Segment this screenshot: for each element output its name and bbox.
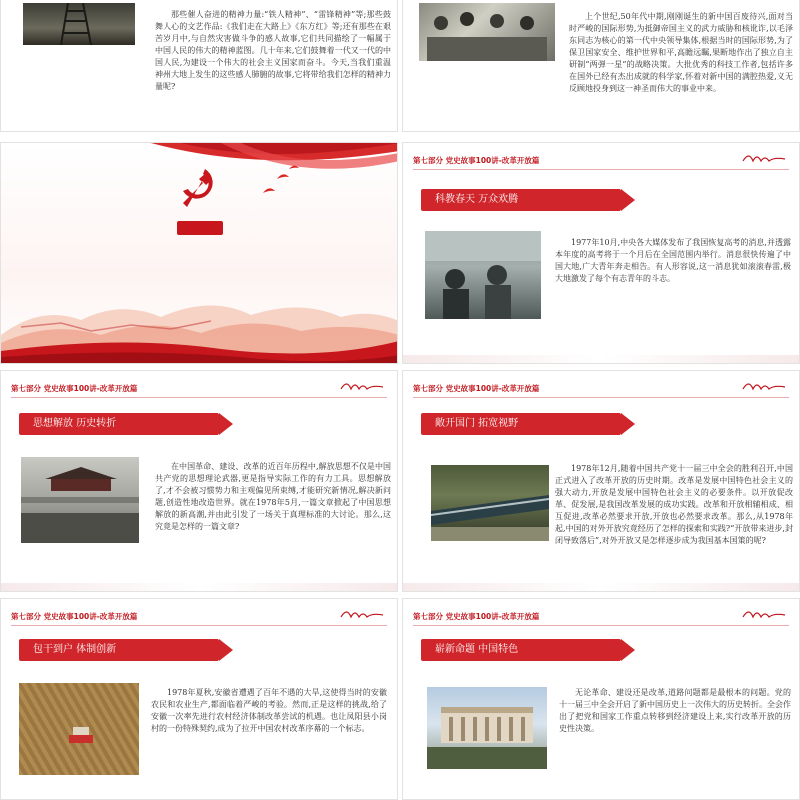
doves-icon <box>253 163 303 203</box>
header-divider <box>413 169 789 170</box>
footer-band <box>403 355 799 363</box>
slide-body-text: 1978年12月,随着中国共产党十一届三中全会的胜利召开,中国正式进入了改革开放的历史时期。改革是发展中国特色社会主义的强大动力,开放是发展中国特色社会主义的必要条件。以开放促改革、促发展,是我国改革发展的成功实践。改革和开放相辅相成、相互促进,改革必然要求开放,开放也必然要求改革。那么,从1978年起,中国的对外开放究竟经历了怎样的探索和实践?“开放带来进步,封闭导致落后”,对外开放又是怎样逐步成为我国基本国策的呢? <box>555 464 793 545</box>
signature-mark <box>741 605 787 621</box>
header-divider <box>11 397 387 398</box>
meeting-photo <box>419 3 555 61</box>
topic-tag: 敞开国门 拓宽视野 <box>421 413 621 435</box>
signature-mark <box>741 149 787 165</box>
tiananmen-photo <box>21 457 139 543</box>
slide-body-text: 1978年夏秋,安徽省遭遇了百年不遇的大旱,这使得当时的安徽农民和农业生产,都面临着严峻的考验。然而,正是这样的挑战,给了安徽一次率先进行农村经济体制改革尝试的机遇。也让凤阳县小岗村的一份特殊契约,成为了拉开中国农村改革序幕的一个标志。 <box>151 688 387 733</box>
great-wall-landscape <box>1 265 398 364</box>
header-divider <box>413 397 789 398</box>
footer-band <box>1 583 397 591</box>
header-divider <box>413 625 789 626</box>
topic-tag: 崭新命题 中国特色 <box>421 639 621 661</box>
farmland-photo <box>19 683 139 775</box>
topic-tag: 思想解放 历史转折 <box>19 413 219 435</box>
slide-body-text: 那些催人奋进的精神力量:“铁人精神”、“雷锋精神”等;那些鼓舞人心的文艺作品:《我们走在大路上》《东方红》等;还有那些在艰苦岁月中,与自然灾害做斗争的感人故事,它们共同描绘了一幅属于中国人民的伟大的精神蓝图。几十年来,它们鼓舞着一代又一代的中国人民,为建设一个伟大的社会主义国家而奋斗。今天,当我们重温神州大地上发生的这些感人肺腑的故事,它将带给我们怎样的精神力量呢? <box>155 10 391 91</box>
slide-spirit <box>0 0 398 132</box>
hammer-sickle-icon <box>175 163 221 209</box>
section-header: 第七部分 党史故事100讲-改革开放篇 <box>11 384 138 393</box>
slide-two-bombs <box>402 0 800 132</box>
slide-opening-up <box>402 370 800 592</box>
part-badge <box>177 221 223 235</box>
train-photo <box>431 465 549 541</box>
section-header: 第七部分 党史故事100讲-改革开放篇 <box>413 156 540 165</box>
oil-derrick-photo <box>23 3 135 45</box>
header-divider <box>11 625 387 626</box>
topic-tag: 科教春天 万众欢腾 <box>421 189 621 211</box>
section-header: 第七部分 党史故事100讲-改革开放篇 <box>11 612 138 621</box>
slide-thought-liberation <box>0 370 398 592</box>
footer-band <box>403 583 799 591</box>
section-header: 第七部分 党史故事100讲-改革开放篇 <box>413 612 540 621</box>
slide-body-text: 上个世纪,50年代中期,刚刚诞生的新中国百废待兴,面对当时严峻的国际形势,为抵御帝国主义的武力威胁和核讹诈,以毛泽东同志为核心的第一代中央领导集体,根据当时的国际形势,为了保卫国家安全、维护世界和平,高瞻远瞩,果断地作出了独立自主研制“两弹一星”的战略决策。大批优秀的科技工作者,包括许多在国外已经有杰出成就的科学家,怀着对新中国的满腔热爱,义无反顾地投身到这一神圣而伟大的事业中来。 <box>569 12 793 93</box>
signature-mark <box>339 605 385 621</box>
slide-household-contract <box>0 598 398 800</box>
slide-body-text: 无论革命、建设还是改革,道路问题都是最根本的问题。党的十一届三中全会开启了新中国历史上一次伟大的历史转折。全会作出了把党和国家工作重点转移到经济建设上来,实行改革开放的历史性决策。 <box>559 688 791 733</box>
slide-body-text: 在中国革命、建设、改革的近百年历程中,解放思想不仅是中国共产党的思想理论武器,更是指导实际工作的有力工具。思想解放了,才不会被习惯势力和主观偏见所束缚,才能研究新情况,解决新问题,创造性地改造世界。就在1978年5月,一篇文章掀起了中国思想解放的新高潮,并由此引发了一场关于真理标准的大讨论。那么,这究竟是怎样的一篇文章? <box>155 462 391 531</box>
cover-slide <box>0 142 398 364</box>
slide-science-spring <box>402 142 800 364</box>
signature-mark <box>741 377 787 393</box>
slide-new-proposition <box>402 598 800 800</box>
great-hall-photo <box>427 687 547 769</box>
topic-tag: 包干到户 体制创新 <box>19 639 219 661</box>
signature-mark <box>339 377 385 393</box>
slide-body-text: 1977年10月,中央各大媒体发布了我国恢复高考的消息,并透露本年度的高考将于一个月后在全国范围内举行。消息很快传遍了中国大地,广大青年奔走相告。有人形容说,这一消息犹如滚滚春雷,极大地激发了每个有志青年的斗志。 <box>555 238 791 283</box>
crowd-photo <box>425 231 541 319</box>
section-header: 第七部分 党史故事100讲-改革开放篇 <box>413 384 540 393</box>
